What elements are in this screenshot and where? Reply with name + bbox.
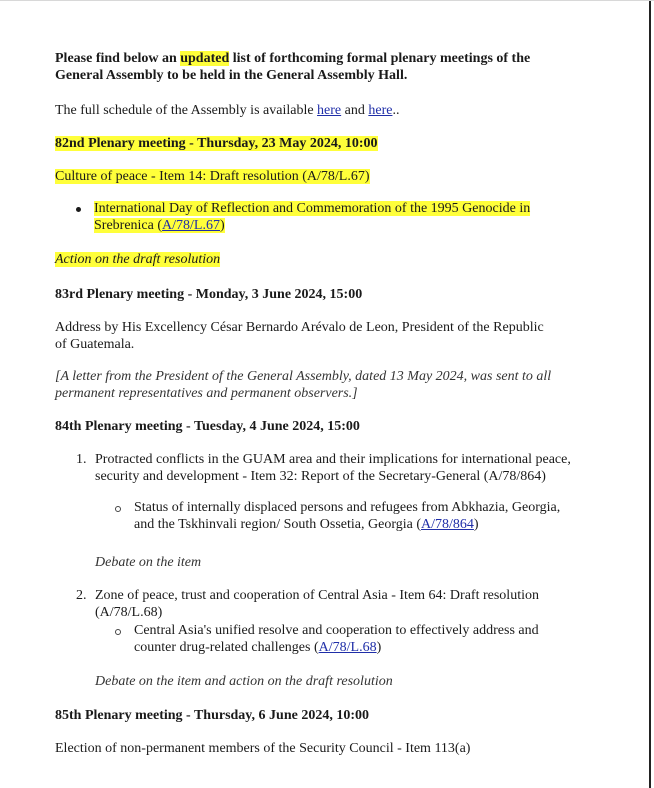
schedule-link-1[interactable]: here: [317, 103, 342, 118]
meeting-84-item-1-sub-text: Status of internally displaced persons and refugees from Abkhazia, Georgia, and the Tskhinvali region/ South Ossetia, Georgia (: [134, 500, 561, 532]
meeting-85-heading: 85th Plenary meeting - Thursday, 6 June 2024, 10:00: [55, 708, 369, 723]
meeting-84-item-2-sub: [134, 622, 584, 656]
meeting-82-bullet-pre: International Day of Reflection and Commemoration of the 1995 Genocide in Srebrenica (: [94, 201, 531, 233]
meeting-82-action: [55, 251, 610, 268]
meeting-82-bullet-post: ): [219, 218, 225, 233]
meeting-84-item-1-debate: Debate on the item: [95, 555, 202, 570]
meeting-84-item-2-debate: Debate on the item and action on the draft resolution: [95, 674, 393, 689]
meeting-83-address: Address by His Excellency César Bernardo Arévalo de Leon, President of the Republic of Guatemala.: [55, 320, 544, 352]
meeting-84-item-1: Protracted conflicts in the GUAM area and their implications for international peace, security and development - Item 32: Report of the Secretary-General (A/78/864): [95, 452, 571, 484]
intro-paragraph: [55, 50, 575, 84]
bullet-icon: [76, 207, 81, 212]
meeting-82-heading: [55, 135, 610, 152]
intro-highlight-updated: updated: [180, 51, 230, 66]
schedule-link-2[interactable]: here: [368, 103, 393, 118]
schedule-text: The full schedule of the Assembly is available: [55, 103, 318, 118]
schedule-paragraph: [55, 102, 610, 119]
meeting-84-item-2-number: 2.: [76, 588, 87, 603]
schedule-text-and: and: [341, 103, 369, 118]
intro-text-end: list of forthcoming formal plenary meetings of the General Assembly to be held in the General Assembly Hall.: [55, 51, 531, 83]
schedule-text-end: ..: [392, 103, 400, 118]
meeting-84-heading: 84th Plenary meeting - Tuesday, 4 June 2024, 15:00: [55, 419, 360, 434]
meeting-84-item-1-document-link[interactable]: A/78/864: [421, 517, 474, 532]
sub-bullet-icon: [115, 506, 121, 512]
meeting-82-item: [55, 168, 610, 185]
meeting-82-document-link[interactable]: A/78/L.67: [162, 218, 220, 233]
meeting-83-note: [A letter from the President of the General Assembly, dated 13 May 2024, was sent to all permanent representatives and permanent observers.]: [55, 369, 552, 401]
meeting-84-item-2-sub-end: ): [376, 640, 382, 655]
meeting-84-item-1-sub-end: ): [473, 517, 479, 532]
meeting-82-item-text: Culture of peace - Item 14: Draft resolution (A/78/L.67): [55, 169, 370, 184]
meeting-82-bullet: [94, 200, 574, 234]
intro-text-start: Please find below an: [55, 51, 181, 66]
sub-bullet-icon: [115, 629, 121, 635]
meeting-84-item-2: Zone of peace, trust and cooperation of Central Asia - Item 64: Draft resolution (A/78/L.68): [95, 588, 539, 620]
meeting-84-item-2-document-link[interactable]: A/78/L.68: [318, 640, 377, 655]
meeting-83-heading: 83rd Plenary meeting - Monday, 3 June 2024, 15:00: [55, 287, 363, 302]
meeting-85-item: Election of non-permanent members of the Security Council - Item 113(a): [55, 741, 471, 756]
meeting-84-item-1-sub: [134, 499, 574, 533]
meeting-82-heading-text: 82nd Plenary meeting - Thursday, 23 May 2024, 10:00: [55, 136, 378, 151]
meeting-84-item-2-sub-text: Central Asia's unified resolve and cooperation to effectively address and counter drug-related challenges (: [134, 623, 539, 655]
meeting-82-bullet-text: [94, 201, 530, 233]
meeting-84-item-1-number: 1.: [76, 452, 87, 467]
meeting-82-action-text: Action on the draft resolution: [55, 252, 221, 267]
page-edge-rule: [649, 1, 651, 788]
